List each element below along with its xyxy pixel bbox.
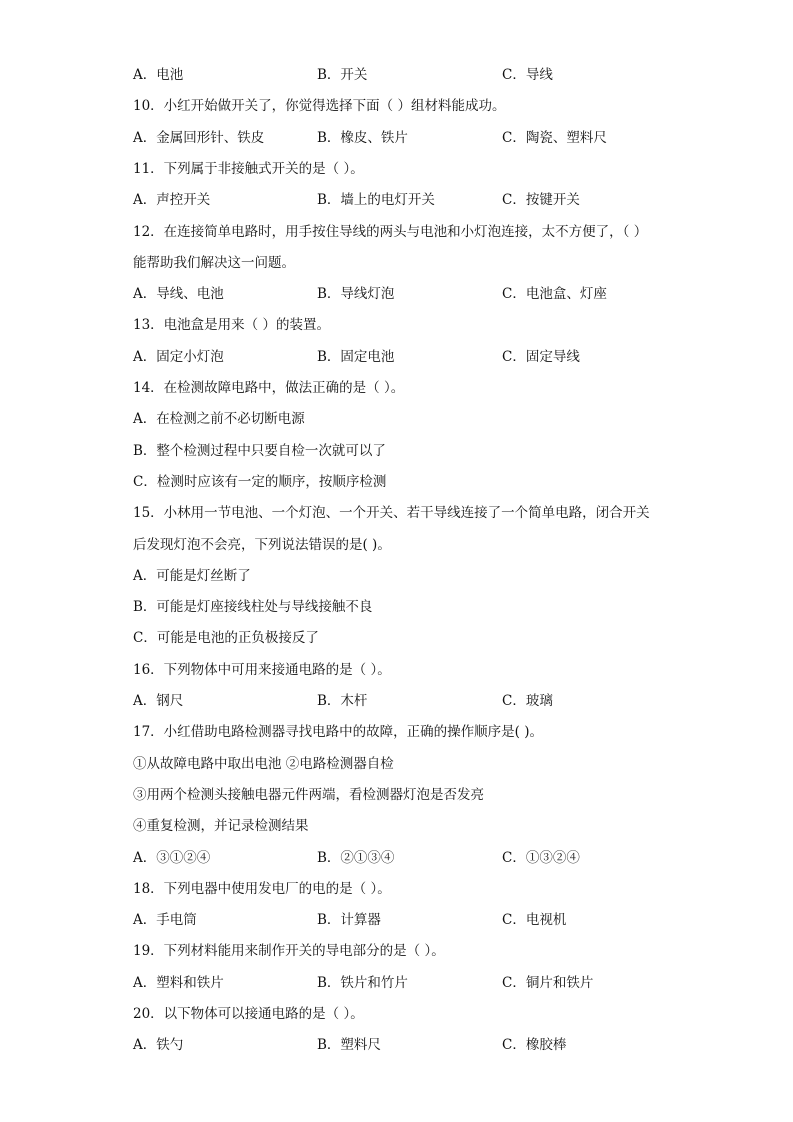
text-line: 16．下列物体中可用来接通电路的是（ ）。 <box>133 662 391 678</box>
option-b: B．木杆 <box>317 693 368 709</box>
option-c: C．按键开关 <box>502 192 580 208</box>
option-b: B．固定电池 <box>317 349 395 365</box>
option-c: C．玻璃 <box>502 693 553 709</box>
text-line: C．可能是电池的正负极接反了 <box>133 630 319 646</box>
options-row <box>133 191 733 209</box>
text-line: 12．在连接简单电路时，用手按住导线的两头与电池和小灯泡连接，太不方便了，（ ） <box>133 224 648 240</box>
option-b: B．②①③④ <box>317 850 395 866</box>
text-line: 10．小红开始做开关了，你觉得选择下面（ ）组材料能成功。 <box>133 98 506 114</box>
option-b: B．导线灯泡 <box>317 286 395 302</box>
text-line: A．可能是灯丝断了 <box>133 568 251 584</box>
option-a: A．固定小灯泡 <box>133 349 224 365</box>
options-row <box>133 285 733 303</box>
text-line: A．在检测之前不必切断电源 <box>133 411 305 427</box>
options-row <box>133 974 733 992</box>
option-b: B．塑料尺 <box>317 1037 381 1053</box>
options-row <box>133 129 733 147</box>
text-line: C．检测时应该有一定的顺序，按顺序检测 <box>133 474 387 490</box>
option-a: A．③①②④ <box>133 850 211 866</box>
option-c: C．橡胶棒 <box>502 1037 567 1053</box>
option-c: C．铜片和铁片 <box>502 975 594 991</box>
option-c: C．电视机 <box>502 912 567 928</box>
option-b: B．橡皮、铁片 <box>317 130 408 146</box>
option-b: B．计算器 <box>317 912 381 928</box>
option-a: A．钢尺 <box>133 693 184 709</box>
option-c: C．陶瓷、塑料尺 <box>502 130 607 146</box>
option-c: C．电池盒、灯座 <box>502 286 607 302</box>
options-row <box>133 849 733 867</box>
option-c: C．导线 <box>502 67 553 83</box>
option-a: A．声控开关 <box>133 192 211 208</box>
option-a: A．电池 <box>133 67 184 83</box>
option-b: B．铁片和竹片 <box>317 975 408 991</box>
text-line: 17．小红借助电路检测器寻找电路中的故障，正确的操作顺序是( )。 <box>133 724 544 740</box>
text-line: 后发现灯泡不会亮，下列说法错误的是( )。 <box>133 537 391 553</box>
text-line: B．可能是灯座接线柱处与导线接触不良 <box>133 599 373 615</box>
text-line: 15．小林用一节电池、一个灯泡、一个开关、若干导线连接了一个简单电路，闭合开关 <box>133 505 650 521</box>
text-line: 19．下列材料能用来制作开关的导电部分的是（ ）。 <box>133 943 445 959</box>
options-row <box>133 1036 733 1054</box>
text-line: ①从故障电路中取出电池 ②电路检测器自检 <box>133 756 394 772</box>
option-c: C．①③②④ <box>502 850 580 866</box>
option-b: B．开关 <box>317 67 368 83</box>
option-a: A．导线、电池 <box>133 286 224 302</box>
text-line: 14．在检测故障电路中，做法正确的是（ ）。 <box>133 380 405 396</box>
option-a: A．铁勺 <box>133 1037 184 1053</box>
text-line: 11．下列属于非接触式开关的是（ ）。 <box>133 161 364 177</box>
option-c: C．固定导线 <box>502 349 580 365</box>
options-row <box>133 911 733 929</box>
text-line: ③用两个检测头接触电器元件两端，看检测器灯泡是否发亮 <box>133 787 484 803</box>
text-line: 能帮助我们解决这一问题。 <box>133 255 295 271</box>
option-a: A．金属回形针、铁皮 <box>133 130 265 146</box>
text-line: 20．以下物体可以接通电路的是（ ）。 <box>133 1006 364 1022</box>
options-row <box>133 348 733 366</box>
options-row <box>133 66 733 84</box>
text-line: 18．下列电器中使用发电厂的电的是（ ）。 <box>133 881 391 897</box>
option-a: A．塑料和铁片 <box>133 975 224 991</box>
option-b: B．墙上的电灯开关 <box>317 192 435 208</box>
options-row <box>133 692 733 710</box>
text-line: 13．电池盒是用来（ ）的装置。 <box>133 317 330 333</box>
option-a: A．手电筒 <box>133 912 197 928</box>
text-line: B．整个检测过程中只要自检一次就可以了 <box>133 443 386 459</box>
text-line: ④重复检测，并记录检测结果 <box>133 818 309 834</box>
